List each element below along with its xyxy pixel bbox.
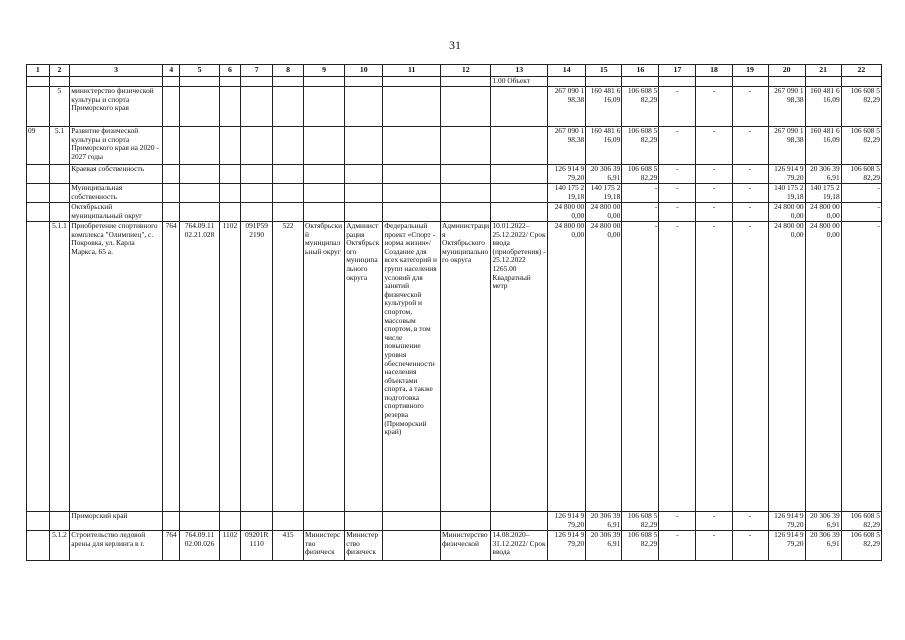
table-cell bbox=[219, 77, 241, 87]
table-cell bbox=[345, 184, 383, 203]
table-cell: - bbox=[696, 127, 732, 165]
table-cell: - bbox=[841, 203, 881, 222]
column-header: 11 bbox=[383, 65, 441, 77]
table-cell bbox=[441, 87, 491, 127]
table-cell bbox=[27, 87, 50, 127]
table-row bbox=[27, 512, 882, 531]
table-cell: 160 481 6 16,09 bbox=[586, 87, 622, 127]
table-cell: 106 608 5 82,29 bbox=[622, 512, 659, 531]
table-cell: 09 bbox=[27, 127, 50, 165]
table-cell: 126 914 9 79,20 bbox=[548, 531, 586, 561]
column-header: 10 bbox=[345, 65, 383, 77]
table-cell bbox=[273, 203, 304, 222]
table-cell: 20 306 39 6,91 bbox=[805, 512, 841, 531]
table-cell: Октябрьский муниципальный округ bbox=[304, 222, 345, 512]
table-cell: 126 914 9 79,20 bbox=[768, 165, 805, 184]
table-cell: 126 914 9 79,20 bbox=[768, 531, 805, 561]
table-cell bbox=[304, 87, 345, 127]
table-cell bbox=[27, 184, 50, 203]
table-cell: - bbox=[696, 512, 732, 531]
table-cell: 10.01.2022–25.12.2022/ Срок ввода (приобретения) - 25.12.2022 1265.00 Квадратный метр bbox=[491, 222, 548, 512]
table-row bbox=[27, 87, 882, 127]
table-cell bbox=[162, 77, 180, 87]
table-cell: 522 bbox=[273, 222, 304, 512]
table-cell: - bbox=[732, 184, 768, 203]
table-cell: Строительство ледовой арены для керлинга в г. bbox=[70, 531, 163, 561]
table-row bbox=[27, 77, 882, 87]
table-cell: - bbox=[659, 127, 696, 165]
table-row bbox=[27, 222, 882, 512]
table-row bbox=[27, 203, 882, 222]
table-cell bbox=[180, 127, 219, 165]
table-cell bbox=[273, 127, 304, 165]
table-cell: 764 bbox=[162, 222, 180, 512]
table-cell bbox=[241, 165, 273, 184]
table-cell bbox=[180, 184, 219, 203]
table-cell: 5 bbox=[49, 87, 70, 127]
table-cell: Администрация Октябрьского муниципального округа bbox=[441, 222, 491, 512]
table-cell bbox=[162, 127, 180, 165]
table-cell: 126 914 9 79,20 bbox=[548, 512, 586, 531]
table-cell bbox=[491, 203, 548, 222]
table-cell bbox=[27, 203, 50, 222]
table-cell: - bbox=[696, 87, 732, 127]
table-cell bbox=[491, 87, 548, 127]
column-header: 2 bbox=[49, 65, 70, 77]
column-header: 15 bbox=[586, 65, 622, 77]
table-cell: 14.08.2020–31.12.2022/ Срок ввода bbox=[491, 531, 548, 561]
table-cell: Министерство физическ bbox=[345, 531, 383, 561]
table-cell: Краевая собственность bbox=[70, 165, 163, 184]
table-cell: Приморский край bbox=[70, 512, 163, 531]
table-cell: - bbox=[659, 531, 696, 561]
table-cell bbox=[491, 184, 548, 203]
table-cell: Октябрьский муниципальный округ bbox=[70, 203, 163, 222]
table-cell: - bbox=[696, 203, 732, 222]
table-cell: Министерство физическ bbox=[304, 531, 345, 561]
table-cell bbox=[49, 165, 70, 184]
table-cell bbox=[441, 127, 491, 165]
table-cell: - bbox=[732, 87, 768, 127]
table-cell: 24 800 00 0,00 bbox=[768, 203, 805, 222]
table-cell bbox=[383, 512, 441, 531]
table-cell bbox=[219, 127, 241, 165]
table-row bbox=[27, 127, 882, 165]
table-cell bbox=[345, 127, 383, 165]
table-cell: - bbox=[732, 531, 768, 561]
table-cell: 106 608 5 82,29 bbox=[622, 87, 659, 127]
table-cell: 1.00 Объект bbox=[491, 77, 548, 87]
table-cell: 5.1.1 bbox=[49, 222, 70, 512]
table-cell bbox=[304, 184, 345, 203]
table-cell: 126 914 9 79,20 bbox=[768, 512, 805, 531]
table-cell: 106 608 5 82,29 bbox=[841, 512, 881, 531]
column-header: 4 bbox=[162, 65, 180, 77]
table-cell bbox=[345, 512, 383, 531]
table-cell: - bbox=[696, 531, 732, 561]
table-cell bbox=[241, 127, 273, 165]
table-cell: 1102 bbox=[219, 222, 241, 512]
table-cell: 24 800 00 0,00 bbox=[586, 222, 622, 512]
table-cell bbox=[441, 77, 491, 87]
table-cell bbox=[732, 77, 768, 87]
table-cell bbox=[383, 531, 441, 561]
column-header: 7 bbox=[241, 65, 273, 77]
column-header: 9 bbox=[304, 65, 345, 77]
table-cell: - bbox=[841, 184, 881, 203]
column-header: 21 bbox=[805, 65, 841, 77]
table-cell: 24 800 00 0,00 bbox=[768, 222, 805, 512]
table-row bbox=[27, 165, 882, 184]
table-cell bbox=[27, 77, 50, 87]
table-cell: - bbox=[732, 512, 768, 531]
column-header: 14 bbox=[548, 65, 586, 77]
table-cell bbox=[345, 77, 383, 87]
table-cell: 267 090 1 98,38 bbox=[548, 127, 586, 165]
table-cell bbox=[383, 165, 441, 184]
table-cell: Муниципальная собственность bbox=[70, 184, 163, 203]
table-cell bbox=[345, 165, 383, 184]
table-cell: - bbox=[659, 512, 696, 531]
table-cell bbox=[273, 512, 304, 531]
table-cell: Развитие физической культуры и спорта Приморского края на 2020 - 2027 годы bbox=[70, 127, 163, 165]
table-cell bbox=[27, 512, 50, 531]
table-cell: - bbox=[622, 184, 659, 203]
table-cell: 106 608 5 82,29 bbox=[622, 165, 659, 184]
table-cell bbox=[70, 77, 163, 87]
table-cell bbox=[241, 512, 273, 531]
table-cell bbox=[548, 77, 586, 87]
table-cell: министерство физической культуры и спорта Приморского края bbox=[70, 87, 163, 127]
table-cell bbox=[491, 165, 548, 184]
budget-table bbox=[26, 64, 882, 561]
table-cell bbox=[162, 512, 180, 531]
table-cell: 24 800 00 0,00 bbox=[805, 222, 841, 512]
table-cell: - bbox=[622, 222, 659, 512]
table-cell bbox=[345, 87, 383, 127]
table-cell bbox=[49, 512, 70, 531]
table-cell bbox=[696, 77, 732, 87]
table-cell bbox=[441, 512, 491, 531]
table-cell: - bbox=[732, 203, 768, 222]
table-cell: 764.09.11 02.00.026 bbox=[180, 531, 219, 561]
table-cell: - bbox=[732, 165, 768, 184]
table-cell bbox=[219, 512, 241, 531]
table-cell bbox=[304, 77, 345, 87]
table-cell: 20 306 39 6,91 bbox=[586, 165, 622, 184]
table-cell: 24 800 00 0,00 bbox=[548, 203, 586, 222]
table-cell bbox=[273, 184, 304, 203]
table-cell: 267 090 1 98,38 bbox=[768, 87, 805, 127]
table-cell: - bbox=[659, 165, 696, 184]
table-cell: 1102 bbox=[219, 531, 241, 561]
table-cell: 091P59 2190 bbox=[241, 222, 273, 512]
column-header: 13 bbox=[491, 65, 548, 77]
table-cell: 5.1.2 bbox=[49, 531, 70, 561]
column-header: 22 bbox=[841, 65, 881, 77]
table-cell: 20 306 39 6,91 bbox=[586, 531, 622, 561]
table-cell bbox=[383, 127, 441, 165]
table-cell bbox=[441, 184, 491, 203]
table-cell bbox=[180, 512, 219, 531]
table-cell bbox=[383, 203, 441, 222]
table-row bbox=[27, 184, 882, 203]
table-cell: - bbox=[732, 127, 768, 165]
column-header: 5 bbox=[180, 65, 219, 77]
table-cell: - bbox=[659, 203, 696, 222]
table-cell: 106 608 5 82,29 bbox=[841, 165, 881, 184]
table-cell bbox=[304, 512, 345, 531]
table-cell bbox=[383, 184, 441, 203]
table-cell: Приобретение спортивного комплекса "Олимпиец", с. Покровка, ул. Карла Маркса, 65 а. bbox=[70, 222, 163, 512]
table-cell bbox=[441, 203, 491, 222]
table-cell bbox=[659, 77, 696, 87]
table-cell bbox=[27, 222, 50, 512]
column-header: 17 bbox=[659, 65, 696, 77]
column-header: 20 bbox=[768, 65, 805, 77]
table-cell: 106 608 5 82,29 bbox=[622, 531, 659, 561]
table-cell: 20 306 39 6,91 bbox=[586, 512, 622, 531]
table-cell bbox=[241, 203, 273, 222]
table-cell bbox=[273, 87, 304, 127]
table-cell: 415 bbox=[273, 531, 304, 561]
table-cell bbox=[622, 77, 659, 87]
table-cell bbox=[219, 87, 241, 127]
table-cell bbox=[768, 77, 805, 87]
table-cell bbox=[304, 203, 345, 222]
table-cell: 764.09.11 02.21.028 bbox=[180, 222, 219, 512]
table-cell bbox=[841, 77, 881, 87]
table-cell: 160 481 6 16,09 bbox=[805, 127, 841, 165]
table-cell: 160 481 6 16,09 bbox=[586, 127, 622, 165]
table-cell bbox=[49, 77, 70, 87]
table-cell bbox=[49, 203, 70, 222]
table-cell bbox=[491, 127, 548, 165]
table-cell bbox=[241, 184, 273, 203]
table-cell: - bbox=[841, 222, 881, 512]
table-cell bbox=[586, 77, 622, 87]
column-header: 1 bbox=[27, 65, 50, 77]
table-cell: Федеральный проект «Спорт - норма жизни»/Создание для всех категорий и групп населения условий для занятий физической культурой и спортом, массовым спортом, в том числе повышение уровня обеспеченности населения объектами спорта, а также подготовка спортивного резерва (Приморский край) bbox=[383, 222, 441, 512]
table-cell: 126 914 9 79,20 bbox=[548, 165, 586, 184]
table-cell bbox=[383, 77, 441, 87]
table-cell bbox=[27, 165, 50, 184]
table-cell: 160 481 6 16,09 bbox=[805, 87, 841, 127]
table-cell: 20 306 39 6,91 bbox=[805, 165, 841, 184]
table-cell bbox=[219, 203, 241, 222]
table-cell: 106 608 5 82,29 bbox=[841, 87, 881, 127]
table-cell: 140 175 2 19,18 bbox=[805, 184, 841, 203]
table-cell: - bbox=[732, 222, 768, 512]
table-cell: 106 608 5 82,29 bbox=[841, 531, 881, 561]
table-cell: - bbox=[696, 184, 732, 203]
table-cell: - bbox=[696, 222, 732, 512]
table-cell: 24 800 00 0,00 bbox=[805, 203, 841, 222]
table-cell: 140 175 2 19,18 bbox=[768, 184, 805, 203]
table-row bbox=[27, 531, 882, 561]
table-cell bbox=[304, 165, 345, 184]
table-cell bbox=[273, 77, 304, 87]
table-cell: - bbox=[696, 165, 732, 184]
table-cell: 5.1 bbox=[49, 127, 70, 165]
column-header: 19 bbox=[732, 65, 768, 77]
table-cell bbox=[273, 165, 304, 184]
column-header: 8 bbox=[273, 65, 304, 77]
table-cell bbox=[241, 77, 273, 87]
table-cell: 20 306 39 6,91 bbox=[805, 531, 841, 561]
table-cell bbox=[304, 127, 345, 165]
table-cell bbox=[219, 165, 241, 184]
table-cell bbox=[441, 165, 491, 184]
table-cell: - bbox=[659, 222, 696, 512]
header-row bbox=[27, 65, 882, 77]
table-cell: 09201R 1110 bbox=[241, 531, 273, 561]
table-cell bbox=[162, 87, 180, 127]
table-cell bbox=[162, 203, 180, 222]
table-cell bbox=[383, 87, 441, 127]
column-header: 3 bbox=[70, 65, 163, 77]
table-cell: - bbox=[659, 87, 696, 127]
column-header: 6 bbox=[219, 65, 241, 77]
table-cell bbox=[162, 165, 180, 184]
table-cell: 140 175 2 19,18 bbox=[586, 184, 622, 203]
table-cell: - bbox=[659, 184, 696, 203]
column-header: 16 bbox=[622, 65, 659, 77]
table-cell bbox=[491, 512, 548, 531]
column-header: 12 bbox=[441, 65, 491, 77]
table-cell bbox=[219, 184, 241, 203]
table-cell bbox=[180, 87, 219, 127]
table-cell: 106 608 5 82,29 bbox=[622, 127, 659, 165]
table-cell: 267 090 1 98,38 bbox=[548, 87, 586, 127]
table-cell bbox=[49, 184, 70, 203]
table-cell: 267 090 1 98,38 bbox=[768, 127, 805, 165]
table-cell bbox=[180, 165, 219, 184]
table-cell bbox=[805, 77, 841, 87]
table-cell: 24 800 00 0,00 bbox=[586, 203, 622, 222]
table-cell: 106 608 5 82,29 bbox=[841, 127, 881, 165]
table-cell bbox=[162, 184, 180, 203]
table-cell bbox=[345, 203, 383, 222]
table-cell bbox=[180, 203, 219, 222]
table-cell: - bbox=[622, 203, 659, 222]
table-cell bbox=[241, 87, 273, 127]
table-cell bbox=[180, 77, 219, 87]
table-cell: 764 bbox=[162, 531, 180, 561]
page-number: 31 bbox=[449, 38, 461, 52]
table-cell: Министерство физической bbox=[441, 531, 491, 561]
table-cell: Администрация Октябрьского муниципального округа bbox=[345, 222, 383, 512]
table-cell bbox=[27, 531, 50, 561]
table-cell: 24 800 00 0,00 bbox=[548, 222, 586, 512]
column-header: 18 bbox=[696, 65, 732, 77]
table-cell: 140 175 2 19,18 bbox=[548, 184, 586, 203]
